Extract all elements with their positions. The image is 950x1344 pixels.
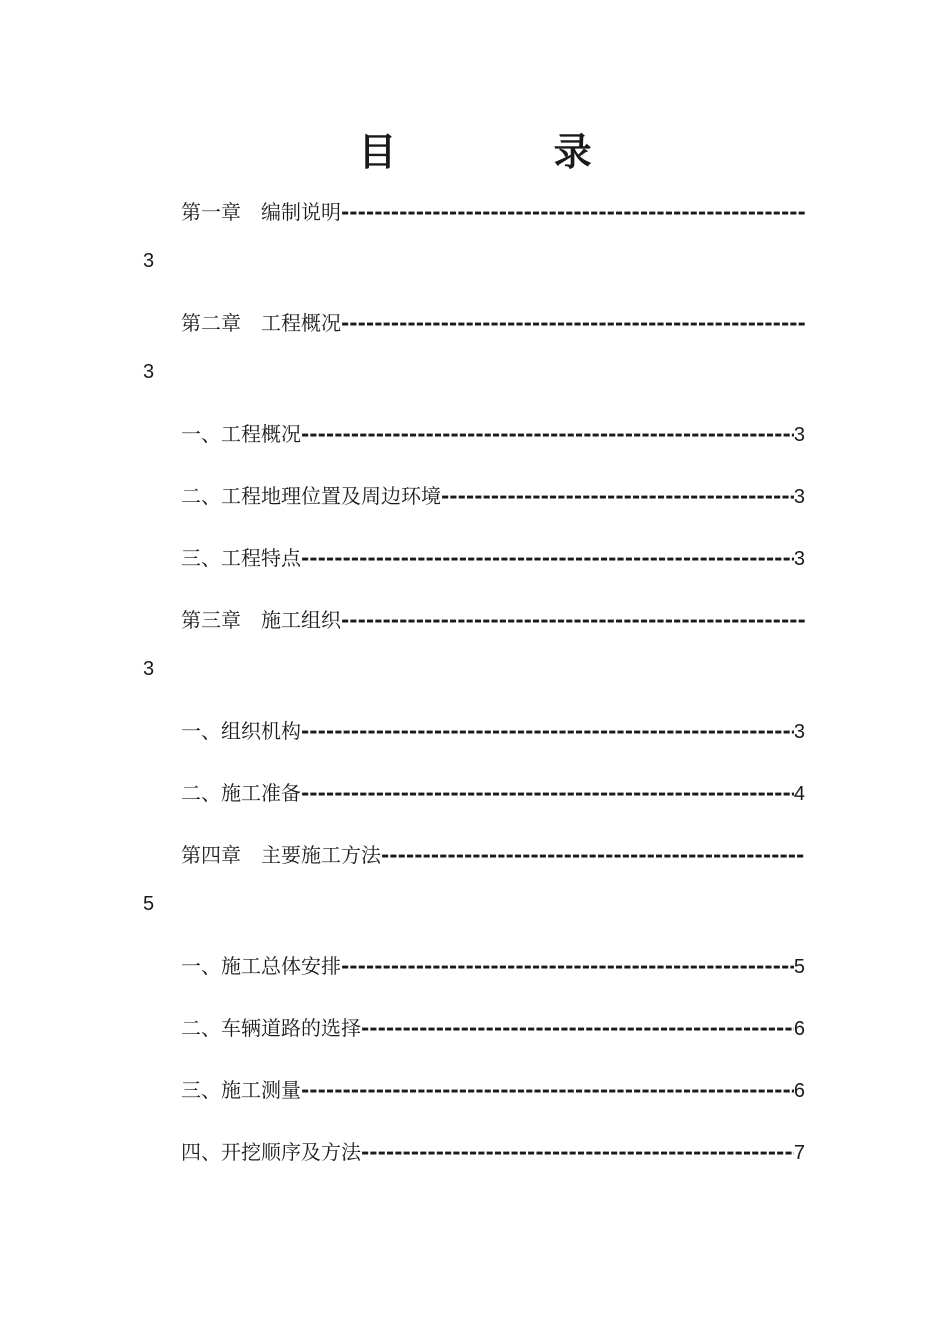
- toc-entry-section[interactable]: [181, 716, 805, 747]
- toc-entry-page-number: 5: [793, 956, 805, 978]
- toc-entry-chapter-2[interactable]: [181, 308, 805, 338]
- toc-title: 目 录: [358, 130, 664, 174]
- toc-entry-page-number: 3: [143, 658, 155, 680]
- toc-entry-label: 四、开挖顺序及方法: [181, 1140, 361, 1164]
- toc-entry-page-number: 3: [143, 250, 155, 272]
- toc-leader: [301, 543, 794, 573]
- toc-entry-label: 三、施工测量: [181, 1078, 301, 1102]
- toc-leader: [341, 951, 794, 981]
- toc-entry-section[interactable]: [181, 1013, 805, 1044]
- toc-leader: [301, 778, 794, 808]
- toc-entry-section[interactable]: [181, 543, 805, 574]
- toc-entry-label: 二、车辆道路的选择: [181, 1016, 361, 1040]
- toc-leader: [301, 419, 794, 449]
- toc-entry-chapter-1[interactable]: [181, 197, 805, 227]
- toc-entry-page-number: 7: [793, 1142, 805, 1164]
- toc-leader: [361, 1137, 794, 1167]
- toc-entry-label: 第二章 工程概况: [181, 311, 341, 335]
- toc-entry-label: 第一章 编制说明: [181, 200, 341, 224]
- toc-entry-label: 一、组织机构: [181, 719, 301, 743]
- toc-entry-chapter-3[interactable]: [181, 605, 805, 635]
- toc-entry-label: 第三章 施工组织: [181, 608, 341, 632]
- toc-entry-chapter-4[interactable]: [181, 840, 805, 870]
- toc-entry-page-number: 5: [143, 893, 155, 915]
- toc-entry-section[interactable]: [181, 778, 805, 809]
- toc-entry-section[interactable]: [181, 419, 805, 450]
- toc-leader: [301, 1075, 794, 1105]
- toc-leader: [341, 308, 805, 338]
- toc-entry-label: 二、工程地理位置及周边环境: [181, 484, 441, 508]
- toc-entry-label: 一、工程概况: [181, 422, 301, 446]
- toc-entry-label: 第四章 主要施工方法: [181, 843, 381, 867]
- toc-leader: [341, 197, 805, 227]
- toc-entry-section[interactable]: [181, 951, 805, 982]
- toc-entry-page-number: 4: [793, 783, 805, 805]
- toc-entry-label: 二、施工准备: [181, 781, 301, 805]
- toc-entry-page-number: 6: [793, 1018, 805, 1040]
- toc-leader: [341, 605, 805, 635]
- toc-entry-section[interactable]: [181, 1075, 805, 1106]
- toc-leader: [381, 840, 805, 870]
- toc-entry-page-number: 3: [143, 361, 155, 383]
- toc-entry-page-number: 3: [793, 486, 805, 508]
- toc-leader: [301, 716, 794, 746]
- toc-leader: [361, 1013, 794, 1043]
- toc-entry-page-number: 3: [793, 721, 805, 743]
- toc-entry-page-number: 3: [793, 424, 805, 446]
- toc-entry-label: 一、施工总体安排: [181, 954, 341, 978]
- toc-entry-page-number: 6: [793, 1080, 805, 1102]
- toc-entry-section[interactable]: [181, 1137, 805, 1168]
- toc-entry-label: 三、工程特点: [181, 546, 301, 570]
- toc-entry-section[interactable]: [181, 481, 805, 512]
- toc-entry-page-number: 3: [793, 548, 805, 570]
- toc-leader: [441, 481, 794, 511]
